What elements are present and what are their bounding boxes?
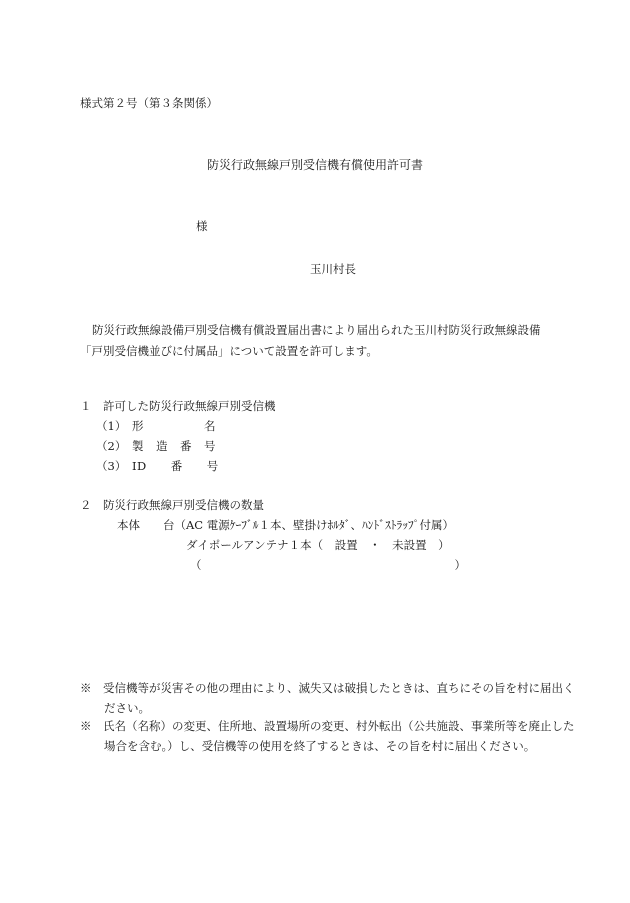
item-id-number	[96, 459, 244, 474]
paren-close: ）	[454, 558, 466, 572]
form-number: 様式第２号（第３条関係）	[80, 96, 218, 110]
issuer-name: 玉川村長	[310, 262, 356, 276]
section-2-heading: ２ 防災行政無線戸別受信機の数量	[80, 498, 264, 512]
main-unit-quantity: 本体 台（AC 電源ｹｰﾌﾞﾙ１本、壁掛けﾎﾙﾀﾞ、ﾊﾝﾄﾞｽﾄﾗｯﾌﾟ付属）	[117, 518, 455, 532]
body-line-2: 「戸別受信機並びに付属品」について設置を許可します。	[80, 344, 378, 358]
section-1-heading: １ 許可した防災行政無線戸別受信機	[80, 399, 276, 413]
document-title: 防災行政無線戸別受信機有償使用許可書	[207, 158, 424, 172]
addressee-suffix: 様	[196, 219, 208, 233]
note-change-termination: ※ 氏名（名称）の変更、住所地、設置場所の変更、村外転出（公共施設、事業所等を廃止した場合を含む。）し、受信機等の使用を終了するときは、その旨を村に届出ください。	[80, 719, 575, 753]
item-number: （2）	[96, 439, 127, 453]
paren-open: （	[190, 558, 202, 572]
item-serial-number	[96, 439, 244, 454]
body-line-1: 防災行政無線設備戸別受信機有償設置届出書により届出られた玉川村防災行政無線設備	[92, 323, 541, 337]
item-label: ID 番 号	[132, 459, 219, 473]
item-number: （1）	[96, 419, 127, 433]
item-label: 製 造 番 号	[132, 439, 216, 453]
antenna-quantity: ダイポールアンテナ１本（ 設置 ・ 未設置 ）	[186, 538, 450, 552]
remarks-parentheses	[190, 558, 466, 573]
note-loss-damage: ※ 受信機等が災害その他の理由により、滅失又は破損したときは、直ちにその旨を村に届出ください。	[80, 681, 575, 715]
item-number: （3）	[96, 459, 127, 473]
item-model-name	[96, 419, 244, 434]
permission-body	[80, 320, 560, 362]
item-label: 形 名	[132, 419, 216, 433]
